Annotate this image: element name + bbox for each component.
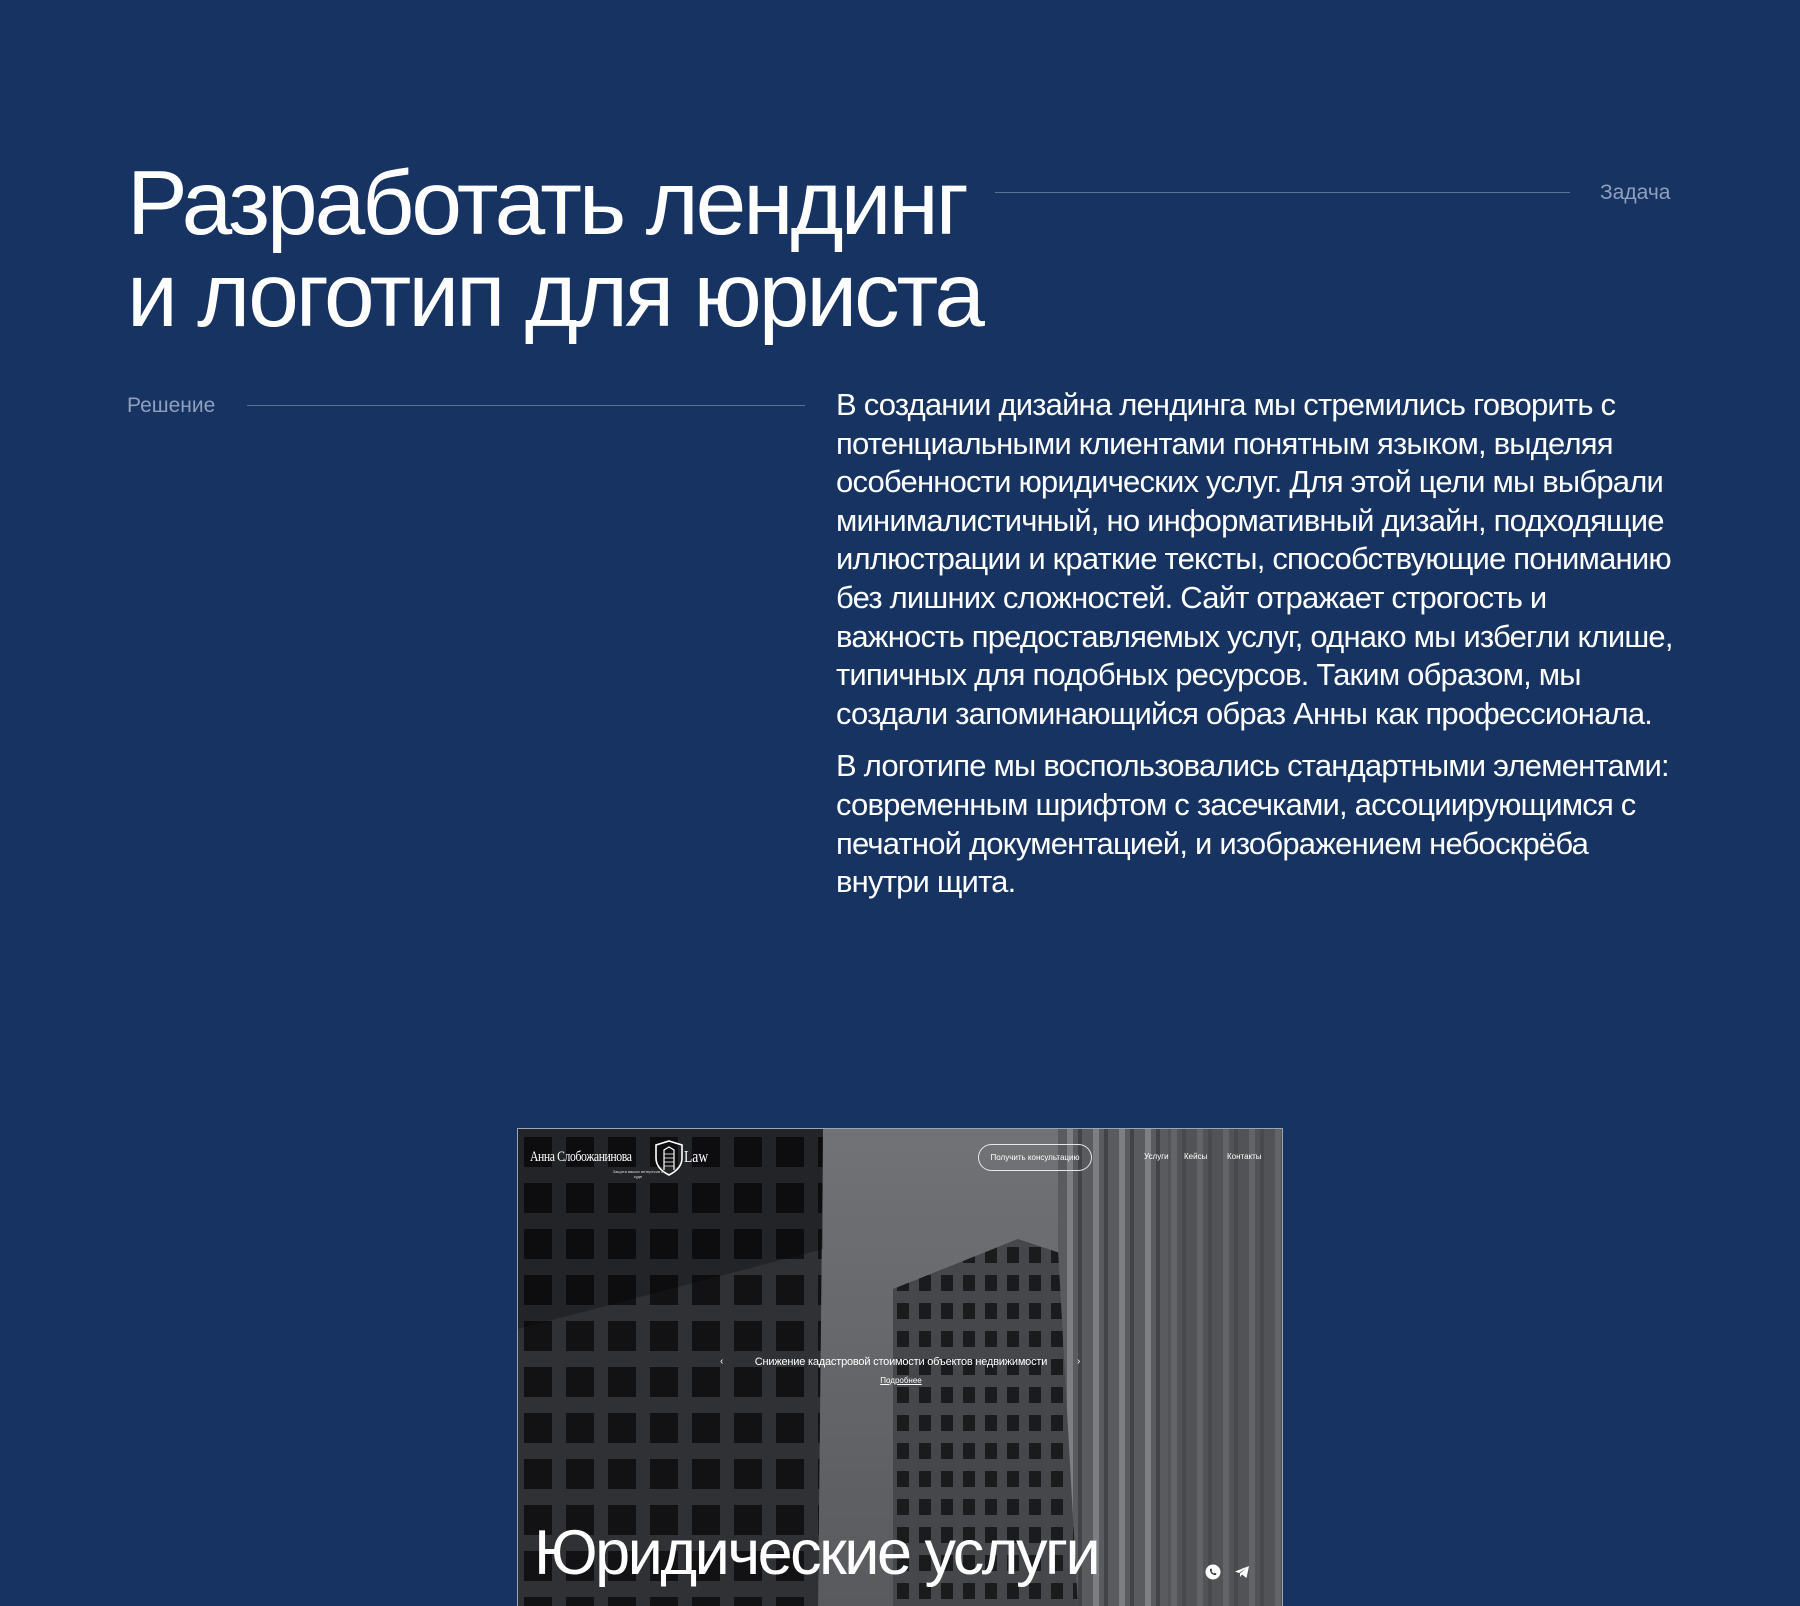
landing-page-mockup (517, 1128, 1283, 1606)
whatsapp-icon[interactable] (1204, 1563, 1222, 1581)
page-title (127, 153, 1007, 346)
get-consultation-button[interactable]: Получить консультацию (978, 1144, 1092, 1171)
nav-link-contacts[interactable]: Контакты (1227, 1152, 1262, 1161)
solution-label: Решение (127, 394, 216, 417)
telegram-icon[interactable] (1233, 1563, 1251, 1581)
description-paragraph-1: В создании дизайна лендинга мы стремились говорить с потенциальными клиентами понятным языком, выделяя особенности юридических услуг. Для этой цели мы выбрали минималистичный, но информативный дизайн, подходящие иллюстрации и краткие тексты, способствующие пониманию без лишних сложностей. Сайт отражает строгость и важность предоставляемых услуг, однако мы избегли клише, типичных для подобных ресурсов. Таким образом, мы создали запоминающийся образ Анны как профессионала. (836, 387, 1673, 731)
nav-link-cases[interactable]: Кейсы (1184, 1152, 1208, 1161)
task-label: Задача (1600, 181, 1671, 204)
slide-prev-button[interactable]: ‹ (720, 1356, 724, 1367)
mockup-logo-tagline: Защита ваших интересов в суде (612, 1169, 664, 1179)
title-line-1: Разработать лендинг (127, 153, 966, 254)
task-divider (995, 192, 1570, 193)
slide-next-button[interactable]: › (1077, 1356, 1081, 1367)
more-link[interactable]: Подробнее (880, 1376, 922, 1385)
title-line-2: и логотип для юриста (127, 245, 982, 346)
description-paragraph-2: В логотипе мы воспользовались стандартными элементами: современным шрифтом с засечками, ассоциирующимся с печатной документацией, и изображением небоскрёба внутри щита. (836, 748, 1669, 900)
slide-caption: Снижение кадастровой стоимости объектов недвижимости (754, 1356, 1048, 1368)
solution-description (836, 386, 1676, 916)
mockup-logo-law: Law (684, 1147, 709, 1166)
hero-heading: Юридические услуги (534, 1518, 1099, 1588)
solution-divider (247, 405, 805, 406)
nav-link-services[interactable]: Услуги (1144, 1152, 1169, 1161)
mockup-logo-name: Анна Слобожанинова (530, 1149, 632, 1165)
